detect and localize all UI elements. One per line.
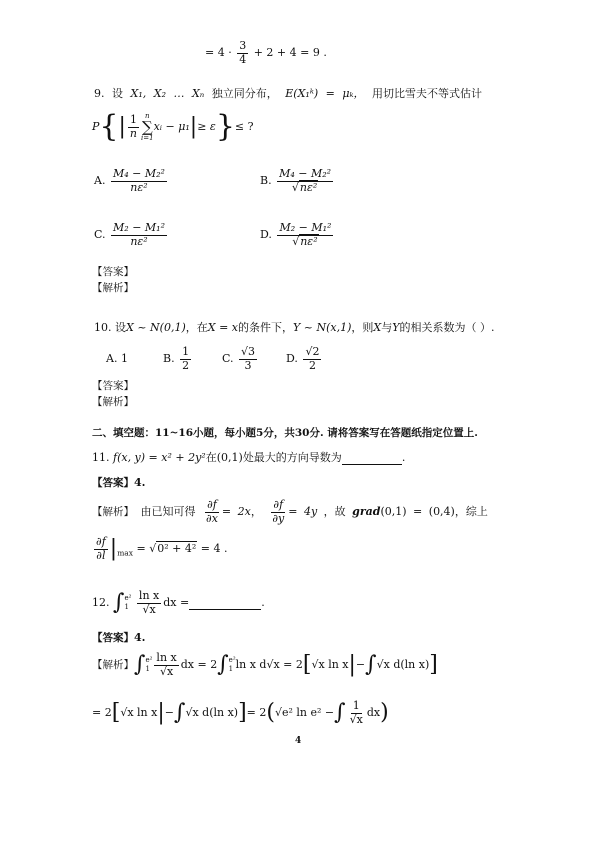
q12-l1-c: √x ln x [311, 658, 349, 672]
top-equation [205, 40, 327, 66]
q9-option-a-label: A. [94, 174, 106, 188]
q10-option-c-den: 3 [244, 358, 252, 372]
q12-l2-h: √x [349, 712, 363, 726]
q11-point: (0,1) [216, 451, 243, 464]
q12-l2-a: = 2 [92, 706, 112, 720]
q11-analysis [92, 499, 488, 525]
q10-text-e: 与 [381, 321, 393, 334]
top-frac-num: 3 [239, 39, 247, 52]
q11-comma: ， [250, 505, 262, 519]
q10-dist-y: Y ~ N(x,1) [293, 321, 352, 334]
q9-option-b-label: B. [260, 174, 272, 188]
q11-dl-root: 0² + 4² [157, 542, 197, 556]
q12-int-num: ln x [138, 589, 160, 602]
q9-option-b-den: nε² [299, 180, 318, 194]
q9-option-d-label: D. [260, 228, 272, 242]
q9-number: 9. [94, 87, 105, 100]
q9-n: n [129, 126, 138, 140]
q12-analysis-tag: 【解析】 [92, 659, 134, 672]
q11-dl-eq: = [136, 542, 146, 556]
q10-y: Y [392, 321, 400, 334]
q12-integrand [137, 590, 161, 616]
q9-probability [92, 109, 254, 144]
q9-stem [94, 87, 482, 100]
q11-dfdy [270, 499, 286, 525]
q9-one-over-n [128, 114, 139, 140]
q11-analysis-a: 由已知可得 [140, 505, 196, 519]
q10-option-c-num: √3 [241, 345, 256, 358]
q9-option-c-den: nε² [130, 234, 148, 248]
q10-text-c: 的条件下， [238, 321, 293, 334]
q9-one: 1 [129, 112, 137, 126]
q10-option-b [163, 346, 193, 372]
q12-answer-blank [189, 596, 261, 610]
q9-option-c-frac [111, 222, 167, 248]
q12-int-limits [124, 594, 131, 612]
q12-l2-g: 1 [352, 699, 360, 712]
q10-text-f: 的相关系数为（ ）. [399, 321, 495, 334]
q11-answer-tag: 【答案】 [92, 477, 134, 489]
q12-text-end: . [261, 596, 265, 610]
q9-option-a-num: M₄ − M₂² [112, 167, 165, 180]
q12-l1-e: √x d(ln x) [376, 658, 430, 672]
q12-l1-d: − [355, 658, 366, 672]
q11-analysis-b: ，故 [323, 505, 346, 519]
q12-int-top: e² [124, 594, 132, 603]
q12-answer [92, 631, 145, 645]
q11-text-a: 在 [205, 451, 217, 464]
q11-dfdx-num: ∂f [207, 498, 217, 511]
q11-grad: grad [352, 505, 381, 519]
q9-option-c [94, 222, 169, 248]
top-frac-den: 4 [239, 52, 247, 66]
q9-prob-le: ≤ ? [234, 120, 254, 133]
q12-l1-int-top: e² [145, 656, 153, 665]
q12-l2-c: − [164, 706, 174, 720]
q9-vars: X₁, X₂ … Xₙ [130, 87, 205, 100]
q11-dfdy-den: ∂y [272, 511, 285, 525]
q9-option-d [260, 222, 335, 248]
q12-l1-a: dx = 2 [180, 658, 218, 672]
q10-option-c [222, 346, 259, 372]
q11-number: 11. [92, 451, 110, 464]
q9-text-a: 设 [112, 87, 123, 100]
q9-option-c-num: M₂ − M₁² [113, 221, 165, 234]
q10-text-d: ，则 [351, 321, 374, 334]
q12-l2-d: √x d(ln x) [185, 706, 239, 720]
q10-option-b-num: 1 [182, 345, 190, 358]
q10-option-d-den: 2 [308, 358, 316, 372]
q11-dfdl-num: ∂f [96, 535, 106, 548]
q12-analysis-line1: 【解析】∫ e² 1 $\frac{\text{ln x}}{√x}$ dx = 2∫ e² 1 ln x d√x = 2[√x ln x|−∫√x d(ln x)] [92, 651, 438, 678]
q10-text-a: 设 [115, 321, 126, 334]
q11-dl-sub: max [117, 548, 134, 558]
q12-stem [92, 590, 265, 616]
q10-number: 10. [94, 321, 112, 334]
q11-dfdy-eq: = 4y [288, 505, 318, 519]
q10-stem [94, 321, 495, 334]
q11-analysis-tag: 【解析】 [92, 506, 134, 519]
q9-option-d-num: M₂ − M₁² [279, 221, 332, 234]
q11-dfdx-eq: = 2x [221, 505, 251, 519]
q12-l1-num: ln x [156, 651, 177, 664]
q10-option-c-frac [239, 346, 257, 372]
q10-answer-tag: 【答案】 [92, 380, 134, 392]
q11-dfdx-den: ∂x [206, 511, 218, 525]
q10-option-d-label: D. [286, 352, 298, 366]
q10-option-a-value: 1 [120, 352, 128, 365]
q11-answer [92, 476, 145, 490]
top-eq-rest: + 2 + 4 = 9 . [253, 46, 327, 60]
q12-int-den: √x [142, 602, 156, 616]
q9-answer-tag: 【答案】 [92, 266, 134, 278]
q11-eval-bar: | [109, 536, 118, 562]
q10-option-a-label: A. [106, 352, 118, 365]
q9-sum-symbol: ∑ [141, 117, 153, 136]
q9-brace-left: { [99, 109, 119, 144]
q12-int-symbol: ∫ [113, 590, 125, 616]
q9-option-b-num: M₄ − M₂² [279, 167, 332, 180]
q9-sum-bottom: i=1 [141, 133, 154, 142]
q9-option-d-den: nε² [300, 234, 318, 248]
q12-l2-e: = 2 [246, 706, 267, 720]
q12-l1-den: √x [159, 664, 174, 678]
q11-stem [92, 451, 405, 465]
q10-option-d [286, 346, 323, 372]
q11-text-end: . [401, 451, 406, 464]
q12-l2-b: √x ln x [120, 706, 158, 720]
q11-conclusion: $\frac{\partial f}{\partial l}$ $|_{max} = √0^2 + 4^2 = 4$ . [96, 535, 228, 562]
q9-option-a-den: nε² [130, 180, 148, 194]
q10-option-b-frac [180, 346, 191, 372]
q9-option-a-frac [111, 168, 167, 194]
q11-dfdx [204, 499, 220, 525]
q9-analysis-tag: 【解析】 [92, 282, 134, 294]
q12-l1-int2-top: e² [228, 656, 236, 665]
q9-sum-top: n [145, 111, 150, 120]
q11-func: f(x, y) = x² + 2y² [113, 451, 206, 464]
q12-analysis-line2: = 2[√x ln x|−∫√x d(ln x)]= 2(√e² ln e² −∫ $\frac{1}{√x}$ dx) [92, 699, 389, 726]
q10-option-b-label: B. [163, 352, 175, 366]
q11-answer-value: 4. [134, 476, 146, 489]
q9-text-c: 用切比雪夫不等式估计 [372, 87, 483, 100]
q10-x: X [373, 321, 382, 334]
q12-l1-b: ln x d√x = 2 [235, 658, 303, 672]
q11-grad-rest: (0,1) = (0,4) [380, 505, 455, 519]
q12-number: 12. [92, 596, 110, 610]
q9-option-d-frac: $\frac{\text{M₂ − M₁²}}{\text{√nε²}}$ [279, 221, 332, 248]
q12-int-dx: dx = [163, 596, 190, 610]
q9-abs-right: | [189, 114, 198, 139]
q9-prob-cmp: ≥ ε [197, 120, 216, 133]
q12-l1-int-bottom: 1 [145, 665, 150, 674]
q9-option-a [94, 168, 169, 194]
q9-option-b [260, 168, 335, 194]
q10-cond: X = x [207, 321, 238, 334]
q11-dl-result: = 4 . [200, 542, 228, 556]
q12-answer-tag: 【答案】 [92, 632, 134, 644]
q12-l2-i: dx [366, 706, 381, 720]
q12-int-bottom: 1 [124, 603, 129, 612]
q10-text-b: ，在 [185, 321, 208, 334]
q10-option-b-den: 2 [182, 358, 190, 372]
q9-brace-right: } [215, 109, 235, 144]
q11-text-b: 处最大的方向导数为 [242, 451, 342, 464]
q12-answer-value: 4. [134, 631, 146, 644]
q11-dfdl-den: ∂l [96, 548, 106, 562]
q11-dfdy-num: ∂f [273, 498, 284, 511]
q10-option-c-label: C. [222, 352, 234, 366]
q11-dfdl [94, 536, 108, 562]
top-eq-prefix: = 4 · [205, 46, 232, 60]
q10-option-d-frac [303, 346, 321, 372]
q9-prob-p: P [92, 120, 100, 133]
section-title-fill-in: 二、填空题：11~16小题，每小题5分，共30分. 请将答案写在答题纸指定位置上. [92, 427, 478, 439]
q9-option-c-label: C. [94, 228, 106, 242]
q10-option-d-num: √2 [305, 345, 320, 358]
q10-dist-x: X ~ N(0,1) [126, 321, 186, 334]
q12-l1-int2-bottom: 1 [228, 665, 234, 674]
q11-analysis-c: ，综上 [454, 505, 488, 519]
q9-prob-body: xᵢ − μ₁ [153, 120, 190, 133]
q10-option-a [106, 352, 128, 365]
q12-l2-f: √e² ln e² − [274, 706, 335, 720]
q10-analysis-tag: 【解析】 [92, 396, 134, 408]
top-fraction [237, 40, 248, 66]
q9-moment: E(X₁ᵏ) = μₖ， [285, 87, 365, 100]
q9-option-b-frac: $\frac{\text{M₄ − M₂²}}{\text{√nε²}}$ [279, 167, 332, 194]
page-number: 4 [295, 736, 302, 746]
q9-sum [141, 113, 154, 142]
q9-abs-left: | [118, 114, 126, 139]
q9-text-b: 独立同分布， [211, 87, 278, 100]
q11-answer-blank [342, 451, 402, 465]
